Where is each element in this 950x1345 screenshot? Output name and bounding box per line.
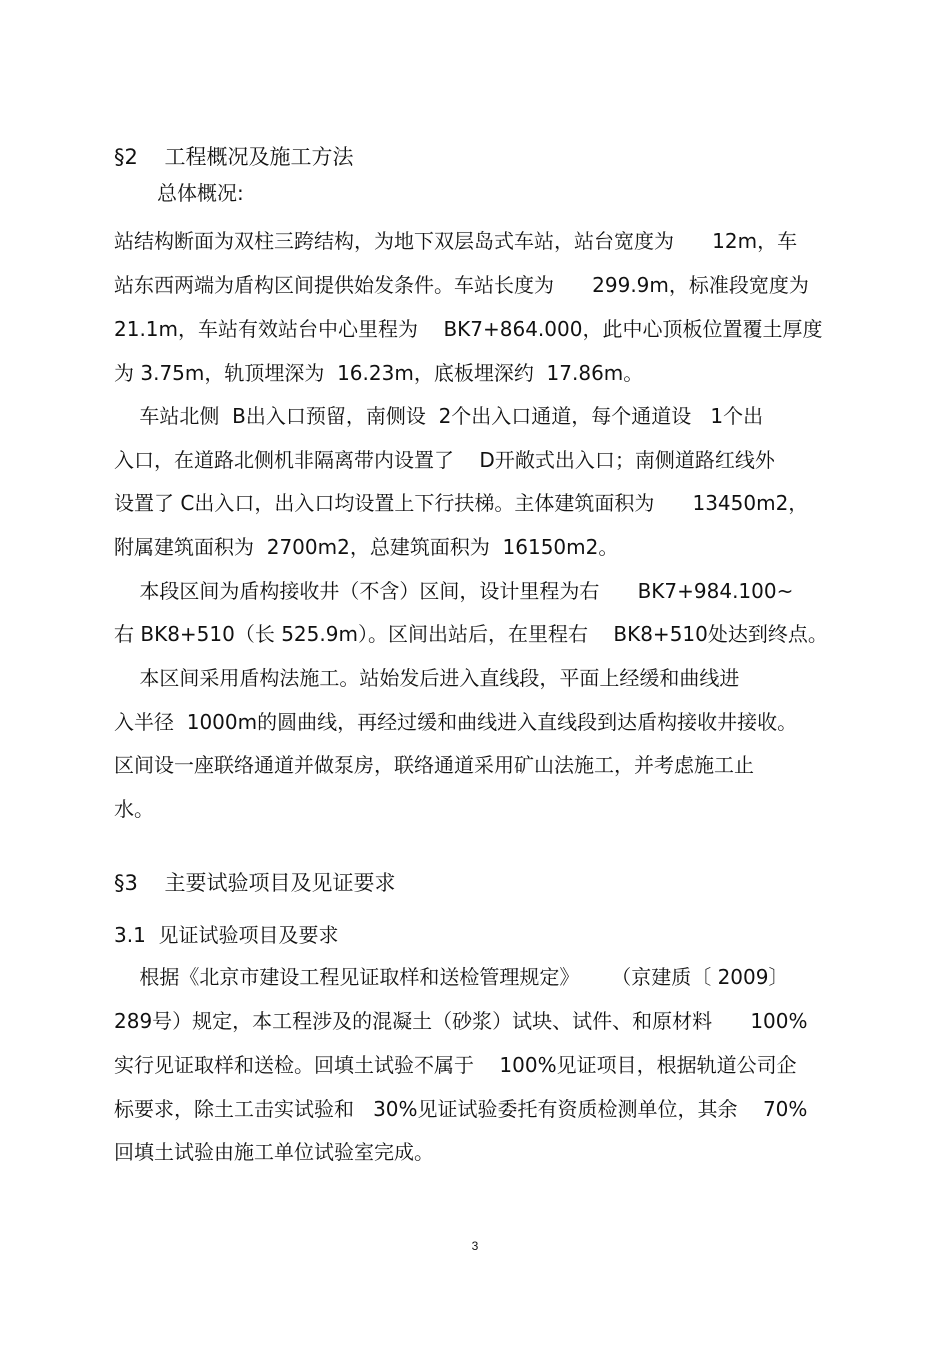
paragraph-line: 根据《北京市建设工程见证取样和送检管理规定》 （京建质〔 2009〕 — [114, 965, 789, 989]
paragraph-line: 设置了 C出入口，出入口均设置上下行扶梯。主体建筑面积为 13450m2， — [114, 491, 809, 515]
section-3-heading: §3 主要试验项目及见证要求 — [114, 871, 396, 895]
paragraph-line: 水。 — [114, 797, 154, 821]
paragraph-line: 入口，在道路北侧机非隔离带内设置了 D开敞式出入口；南侧道路红线外 — [114, 448, 775, 472]
section-2-heading: §2 工程概况及施工方法 — [114, 145, 354, 169]
paragraph-line: 区间设一座联络通道并做泵房，联络通道采用矿山法施工，并考虑施工止 — [114, 753, 754, 777]
paragraph-line: 站东西两端为盾构区间提供始发条件。车站长度为 299.9m，标准段宽度为 — [114, 273, 809, 297]
paragraph-line: 回填土试验由施工单位试验室完成。 — [114, 1140, 434, 1164]
paragraph-line: 本段区间为盾构接收井（不含）区间，设计里程为右 BK7+984.100~ — [114, 579, 794, 603]
page-number: 3 — [471, 1239, 479, 1253]
section-3-subheading: 3.1 见证试验项目及要求 — [114, 923, 339, 947]
paragraph-line: 为 3.75m，轨顶埋深为 16.23m，底板埋深约 17.86m。 — [114, 361, 644, 385]
paragraph-line: 289号）规定，本工程涉及的混凝土（砂浆）试块、试件、和原材料 100% — [114, 1009, 808, 1033]
paragraph-line: 标要求，除土工击实试验和 30%见证试验委托有资质检测单位，其余 70% — [114, 1097, 808, 1121]
paragraph-line: 右 BK8+510（长 525.9m）。区间出站后，在里程右 BK8+510处达到终点。 — [114, 622, 828, 646]
paragraph-line: 附属建筑面积为 2700m2，总建筑面积为 16150m2。 — [114, 535, 619, 559]
paragraph-line: 本区间采用盾构法施工。站始发后进入直线段，平面上经缓和曲线进 — [114, 666, 740, 690]
paragraph-line: 实行见证取样和送检。回填土试验不属于 100%见证项目，根据轨道公司企 — [114, 1053, 797, 1077]
paragraph-line: 车站北侧 B出入口预留，南侧设 2个出入口通道，每个通道设 1个出 — [114, 404, 764, 428]
paragraph-line: 站结构断面为双柱三跨结构，为地下双层岛式车站，站台宽度为 12m，车 — [114, 229, 798, 253]
paragraph-line: 入半径 1000m的圆曲线，再经过缓和曲线进入直线段到达盾构接收井接收。 — [114, 710, 798, 734]
paragraph-line: 21.1m，车站有效站台中心里程为 BK7+864.000，此中心顶板位置覆土厚度 — [114, 317, 823, 341]
section-2-subheading: 总体概况: — [157, 181, 244, 205]
